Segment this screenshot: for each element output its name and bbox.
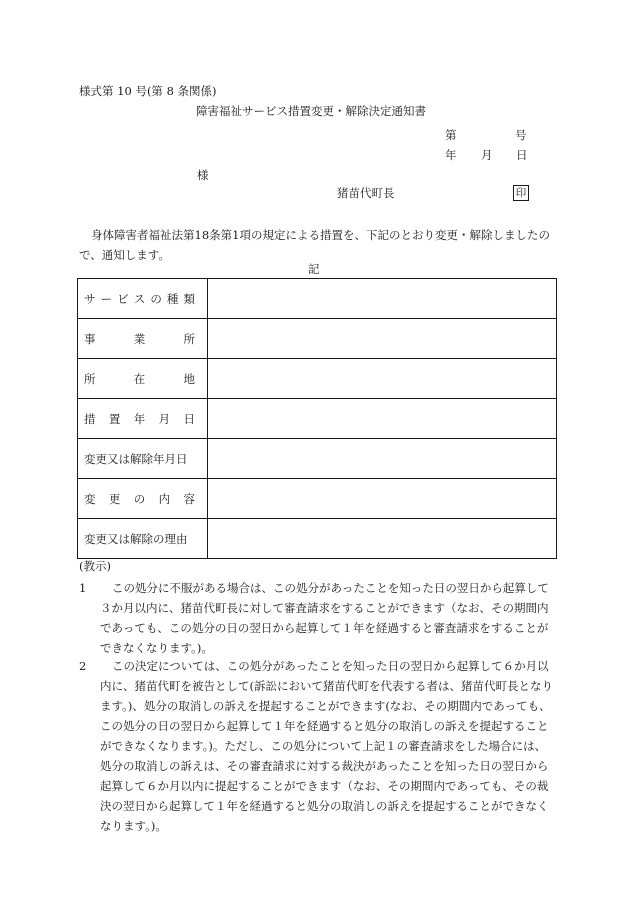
table-row [78, 519, 557, 559]
row-label-cell [78, 399, 208, 439]
addressee-suffix: 様 [197, 168, 209, 182]
table-row [78, 439, 557, 479]
row-label-cell [78, 359, 208, 399]
document-title: 障害福祉サービス措置変更・解除決定通知書 [196, 104, 426, 118]
note-number: 2 [79, 659, 87, 673]
table-row [78, 359, 557, 399]
date-month-label: 月 [481, 148, 493, 162]
table-row [78, 319, 557, 359]
row-value [208, 519, 557, 559]
ki-heading: 記 [308, 262, 320, 276]
seal-mark: 印 [513, 185, 529, 201]
date-day-label: 日 [516, 148, 528, 162]
form-number: 様式第 10 号(第 8 条関係) [79, 84, 217, 98]
row-label: 変更又は解除年月日 [84, 451, 188, 466]
row-label-cell [78, 319, 208, 359]
row-value [208, 359, 557, 399]
number-suffix-label: 号 [515, 128, 527, 142]
table-row [78, 279, 557, 319]
number-prefix-label: 第 [445, 128, 457, 142]
row-label-cell [78, 479, 208, 519]
table-row [78, 399, 557, 439]
row-label: サ ー ビ ス の 種 類 [84, 291, 195, 306]
note-item [79, 656, 557, 836]
note-number: 1 [79, 581, 87, 595]
row-label: 事 業 所 [84, 331, 195, 346]
row-label-cell [78, 519, 208, 559]
notification-body: 身体障害者福祉法第18条第1項の規定による措置を、下記のとおり変更・解除しましたので、通知します。 [79, 228, 550, 262]
row-label: 変 更 の 内 容 [84, 491, 195, 506]
table-row [78, 479, 557, 519]
row-label-cell [78, 279, 208, 319]
row-value [208, 479, 557, 519]
notes-heading: (教示) [79, 559, 111, 573]
row-label: 所 在 地 [84, 371, 195, 386]
date-year-label: 年 [445, 148, 457, 162]
row-label: 措 置 年 月 日 [84, 411, 195, 426]
row-value [208, 399, 557, 439]
row-label-cell [78, 439, 208, 479]
row-label: 変更又は解除の理由 [84, 531, 188, 546]
row-value [208, 439, 557, 479]
row-value [208, 279, 557, 319]
note-text: この決定については、この処分があったことを知った日の翌日から起算して６か月以内に、猪苗代町を被告として(訴訟において猪苗代町を代表する者は、猪苗代町長となります。)、処分の取消しの訴えを提起することができます(なお、その期間内であっても、この処分の日の翌日から起算して１年を経過すると処分の取消しの訴えを提起することができなくなります。)。ただし、この処分について上記１の審査請求をした場合には、処分の取消しの訴えは、その審査請求に対する裁決があったことを知った日の翌日から起算して６か月以内に提起することができます（なお、その期間内であっても、その裁決の翌日から起算して１年を経過すると処分の取消しの訴えを提起することができなくなります。)。 [100, 659, 553, 833]
note-item [79, 578, 557, 658]
issuer-name: 猪苗代町長 [337, 186, 395, 200]
row-value [208, 319, 557, 359]
note-text: この処分に不服がある場合は、この処分があったことを知った日の翌日から起算して３か月以内に、猪苗代町長に対して審査請求をすることができます（なお、その期間内であっても、この処分の日の翌日から起算して１年を経過すると審査請求をすることができなくなります。)。 [100, 581, 549, 655]
details-table [77, 278, 557, 559]
